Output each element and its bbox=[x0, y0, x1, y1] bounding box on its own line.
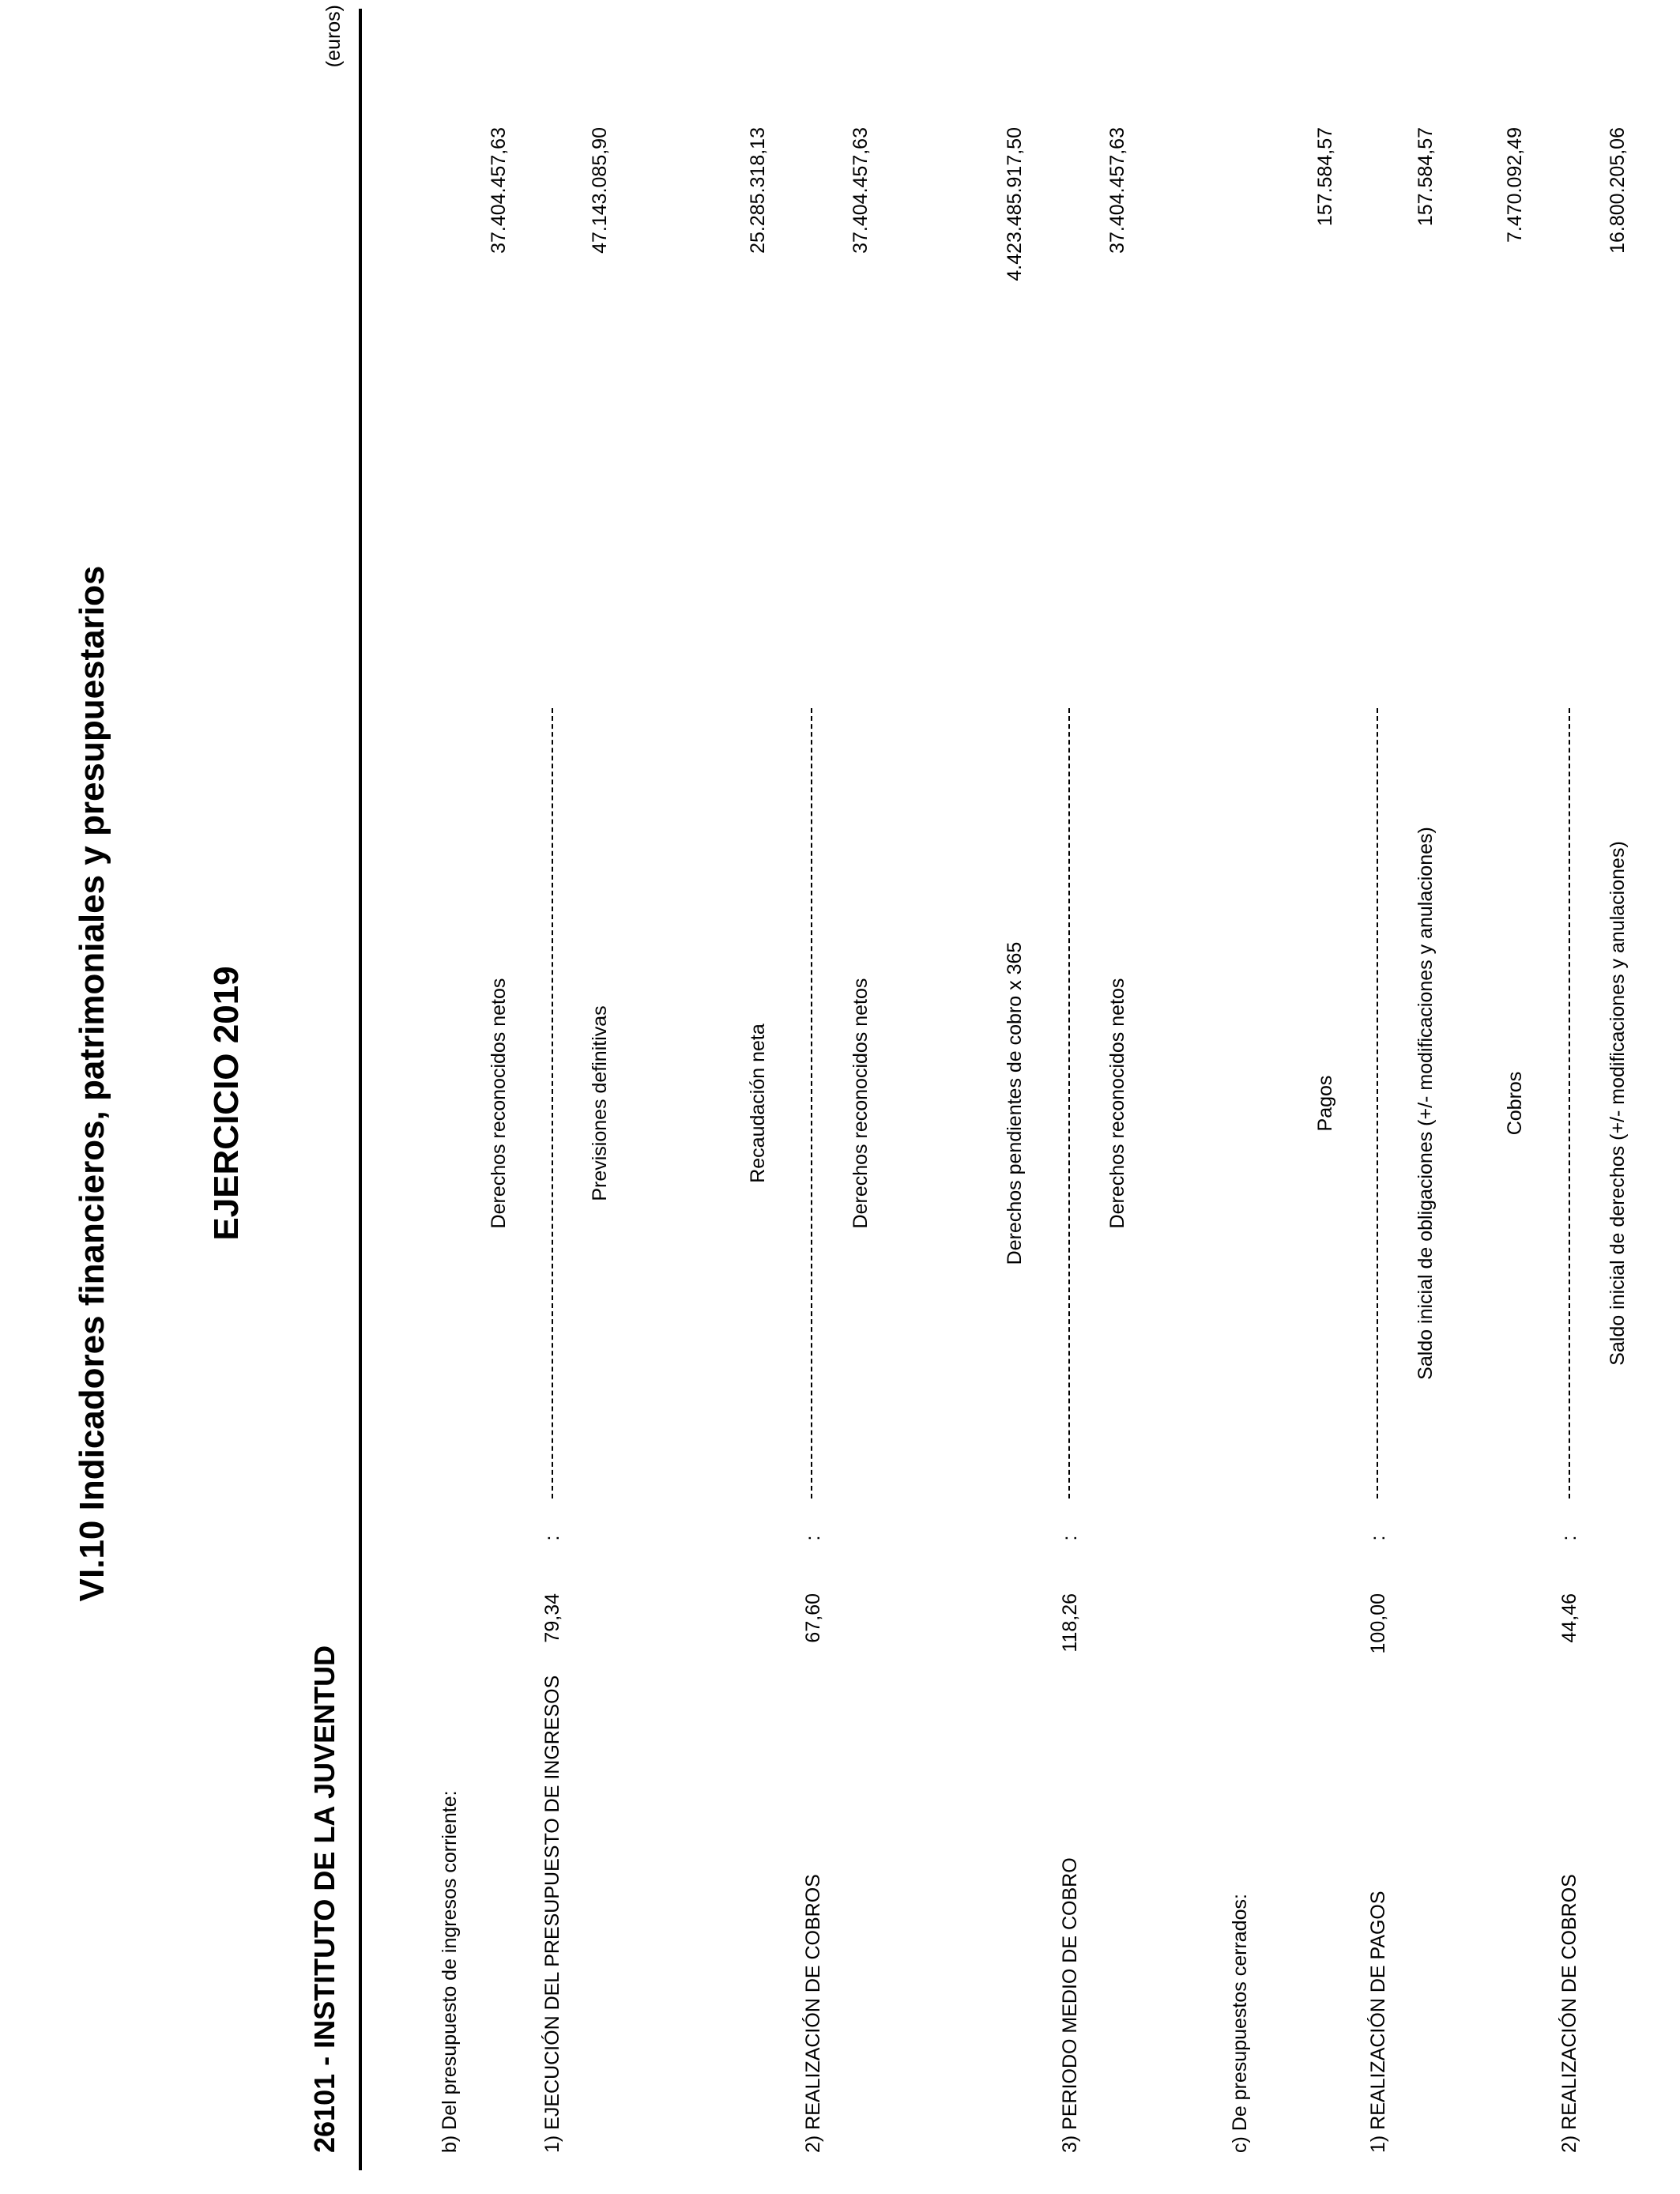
indicator-label: 2) REALIZACIÓN DE COBROS bbox=[1558, 1874, 1580, 2153]
numerator-label: Derechos pendientes de cobro x 365 bbox=[1004, 941, 1026, 1265]
numerator-value: 25.285.318,13 bbox=[747, 127, 769, 254]
numerator-value: 7.470.092,49 bbox=[1504, 127, 1526, 243]
denominator-value: 157.584,57 bbox=[1414, 127, 1437, 227]
fraction-line bbox=[1068, 708, 1070, 1498]
fraction-line bbox=[552, 708, 553, 1498]
numerator-label: Cobros bbox=[1504, 1071, 1526, 1136]
indicator-label: 1) REALIZACIÓN DE PAGOS bbox=[1367, 1891, 1389, 2153]
fraction-line bbox=[1377, 708, 1378, 1498]
header-rule bbox=[359, 9, 362, 2170]
denominator-label: Derechos reconocidos netos bbox=[849, 978, 872, 1229]
denominator-label: Previsiones definitivas bbox=[589, 1005, 611, 1201]
indicator-colon: : bbox=[1367, 1535, 1389, 1541]
indicator-colon: : bbox=[1059, 1535, 1081, 1541]
exercise-year: EJERCICIO 2019 bbox=[207, 966, 246, 1241]
indicator-value: 118,26 bbox=[1059, 1593, 1081, 1653]
denominator-value: 37.404.457,63 bbox=[849, 127, 872, 254]
numerator-label: Pagos bbox=[1314, 1075, 1336, 1132]
numerator-value: 157.584,57 bbox=[1314, 127, 1336, 227]
denominator-label: Saldo inicial de derechos (+/- modificaciones y anulaciones) bbox=[1607, 841, 1629, 1366]
indicator-label: 3) PERIODO MEDIO DE COBRO bbox=[1059, 1857, 1081, 2153]
indicator-label: 2) REALIZACIÓN DE COBROS bbox=[802, 1874, 824, 2153]
denominator-value: 47.143.085,90 bbox=[589, 127, 611, 254]
section-heading: c) De presupuestos cerrados: bbox=[1229, 1894, 1251, 2153]
indicator-label: 1) EJECUCIÓN DEL PRESUPUESTO DE INGRESOS bbox=[541, 1675, 563, 2153]
indicator-value: 100,00 bbox=[1367, 1593, 1389, 1654]
denominator-value: 16.800.205,06 bbox=[1607, 127, 1629, 254]
fraction-line bbox=[1569, 708, 1570, 1498]
indicator-colon: : bbox=[802, 1535, 824, 1541]
document-title: VI.10 Indicadores financieros, patrimoniales y presupuestarios bbox=[73, 565, 111, 1602]
numerator-label: Recaudación neta bbox=[747, 1023, 769, 1183]
entity-name: 26101 - INSTITUTO DE LA JUVENTUD bbox=[308, 1645, 341, 2153]
fraction-line bbox=[811, 708, 812, 1498]
section-heading: b) Del presupuesto de ingresos corriente: bbox=[439, 1790, 461, 2153]
numerator-value: 4.423.485.917,50 bbox=[1004, 127, 1026, 281]
indicator-colon: : bbox=[1558, 1535, 1580, 1541]
indicator-value: 67,60 bbox=[802, 1593, 824, 1643]
numerator-label: Derechos reconocidos netos bbox=[488, 978, 510, 1229]
indicator-value: 79,34 bbox=[541, 1593, 563, 1643]
denominator-label: Saldo inicial de obligaciones (+/- modificaciones y anulaciones) bbox=[1414, 827, 1437, 1380]
units-label: (euros) bbox=[322, 5, 345, 68]
indicator-value: 44,46 bbox=[1558, 1593, 1580, 1643]
numerator-value: 37.404.457,63 bbox=[488, 127, 510, 254]
indicator-colon: : bbox=[541, 1535, 563, 1541]
denominator-label: Derechos reconocidos netos bbox=[1106, 978, 1128, 1229]
denominator-value: 37.404.457,63 bbox=[1106, 127, 1128, 254]
